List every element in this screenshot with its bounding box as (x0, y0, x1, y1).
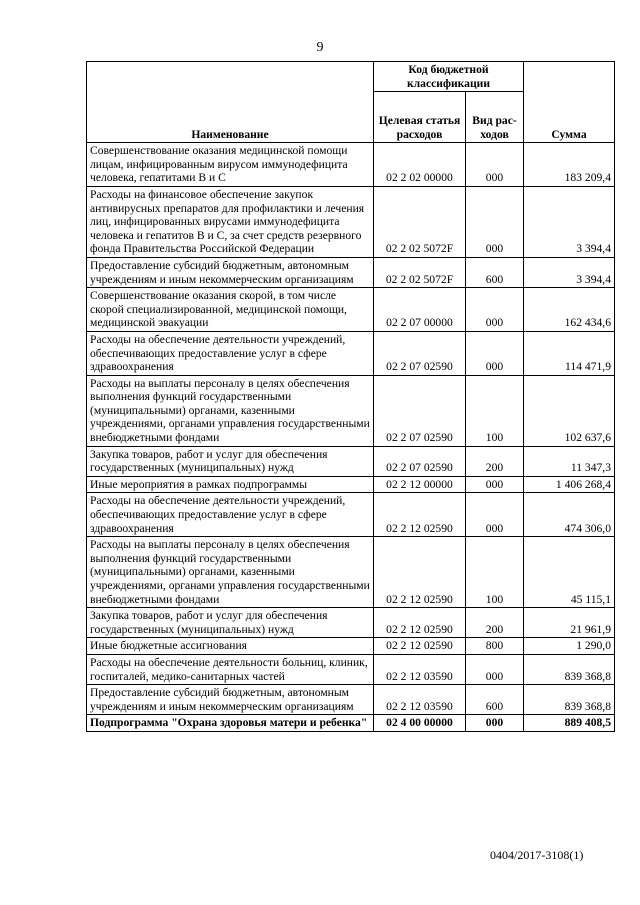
row-name: Расходы на обеспечение деятельности больниц, клиник, госпиталей, медико-санитарных частей (87, 654, 374, 684)
table-row (87, 257, 615, 287)
header-name: Наименование (87, 62, 374, 143)
table-row (87, 654, 615, 684)
header-expense-type: Вид рас- ходов (466, 92, 524, 143)
table-row (87, 715, 615, 732)
row-name: Иные бюджетные ассигнования (87, 638, 374, 655)
row-type: 000 (466, 493, 524, 537)
row-type: 000 (466, 143, 524, 187)
row-type: 600 (466, 685, 524, 715)
row-code: 02 2 07 02590 (374, 375, 466, 446)
row-name: Расходы на обеспечение деятельности учреждений, обеспечивающих предоставление услуг в сфере здравоохранения (87, 493, 374, 537)
header-amount: Сумма (524, 62, 615, 143)
table-row (87, 608, 615, 638)
row-code: 02 2 12 03590 (374, 654, 466, 684)
row-name: Закупка товаров, работ и услуг для обеспечения государственных (муниципальных) нужд (87, 446, 374, 476)
budget-table (86, 61, 615, 732)
row-type: 000 (466, 715, 524, 732)
row-amount: 183 209,4 (524, 143, 615, 187)
row-code: 02 2 12 02590 (374, 608, 466, 638)
row-type: 100 (466, 537, 524, 608)
table-body (87, 143, 615, 732)
row-type: 200 (466, 608, 524, 638)
row-type: 600 (466, 257, 524, 287)
table-row (87, 143, 615, 187)
row-type: 800 (466, 638, 524, 655)
table-row (87, 638, 615, 655)
row-amount: 839 368,8 (524, 685, 615, 715)
row-type: 000 (466, 331, 524, 375)
table-row (87, 493, 615, 537)
row-name: Подпрограмма "Охрана здоровья матери и ребенка" (87, 715, 374, 732)
row-amount: 102 637,6 (524, 375, 615, 446)
row-type: 000 (466, 288, 524, 332)
table-row (87, 186, 615, 257)
page-number: 9 (316, 40, 324, 55)
row-name: Предоставление субсидий бюджетным, автономным учреждениям и иным некоммерческим организациям (87, 685, 374, 715)
row-type: 000 (466, 186, 524, 257)
row-name: Расходы на обеспечение деятельности учреждений, обеспечивающих предоставление услуг в сфере здравоохранения (87, 331, 374, 375)
table-row (87, 685, 615, 715)
row-code: 02 2 02 00000 (374, 143, 466, 187)
row-amount: 45 115,1 (524, 537, 615, 608)
row-code: 02 2 02 5072F (374, 186, 466, 257)
row-code: 02 2 12 02590 (374, 638, 466, 655)
row-type: 100 (466, 375, 524, 446)
row-amount: 1 406 268,4 (524, 476, 615, 493)
row-type: 000 (466, 476, 524, 493)
row-code: 02 2 07 02590 (374, 446, 466, 476)
row-amount: 114 471,9 (524, 331, 615, 375)
table-row (87, 476, 615, 493)
row-amount: 474 306,0 (524, 493, 615, 537)
row-code: 02 4 00 00000 (374, 715, 466, 732)
row-code: 02 2 12 00000 (374, 476, 466, 493)
row-amount: 3 394,4 (524, 186, 615, 257)
row-code: 02 2 02 5072F (374, 257, 466, 287)
table-row (87, 446, 615, 476)
row-code: 02 2 07 00000 (374, 288, 466, 332)
row-amount: 21 961,9 (524, 608, 615, 638)
row-name: Расходы на выплаты персоналу в целях обеспечения выполнения функций государственными (муниципальными) органами, казенными учреждениями, органами управления государственными внебюджетными фондами (87, 537, 374, 608)
table-row (87, 537, 615, 608)
row-code: 02 2 12 03590 (374, 685, 466, 715)
table-row (87, 331, 615, 375)
row-type: 200 (466, 446, 524, 476)
row-amount: 889 408,5 (524, 715, 615, 732)
header-bcc-group: Код бюджетной классификации (374, 62, 524, 92)
row-name: Закупка товаров, работ и услуг для обеспечения государственных (муниципальных) нужд (87, 608, 374, 638)
row-name: Совершенствование оказания скорой, в том числе скорой специализированной, медицинской помощи, медицинской эвакуации (87, 288, 374, 332)
header-target-article: Целевая статья расходов (374, 92, 466, 143)
row-code: 02 2 12 02590 (374, 537, 466, 608)
table-row (87, 288, 615, 332)
row-name: Иные мероприятия в рамках подпрограммы (87, 476, 374, 493)
document-footer-code: 0404/2017-3108(1) (490, 848, 584, 862)
row-amount: 3 394,4 (524, 257, 615, 287)
row-name: Расходы на выплаты персоналу в целях обеспечения выполнения функций государственными (муниципальными) органами, казенными учреждениями, органами управления государственными внебюджетными фондами (87, 375, 374, 446)
row-amount: 1 290,0 (524, 638, 615, 655)
row-amount: 11 347,3 (524, 446, 615, 476)
row-name: Предоставление субсидий бюджетным, автономным учреждениям и иным некоммерческим организациям (87, 257, 374, 287)
row-amount: 162 434,6 (524, 288, 615, 332)
row-code: 02 2 07 02590 (374, 331, 466, 375)
row-code: 02 2 12 02590 (374, 493, 466, 537)
table-row (87, 375, 615, 446)
row-amount: 839 368,8 (524, 654, 615, 684)
row-name: Расходы на финансовое обеспечение закупок антивирусных препаратов для профилактики и лечения лиц, инфицированных вирусами иммунодефицита человека и гепатитов В и С, за счет средств резервного фонда Правительства Российской Федерации (87, 186, 374, 257)
row-name: Совершенствование оказания медицинской помощи лицам, инфицированным вирусом иммунодефицита человека, гепатитами В и С (87, 143, 374, 187)
row-type: 000 (466, 654, 524, 684)
